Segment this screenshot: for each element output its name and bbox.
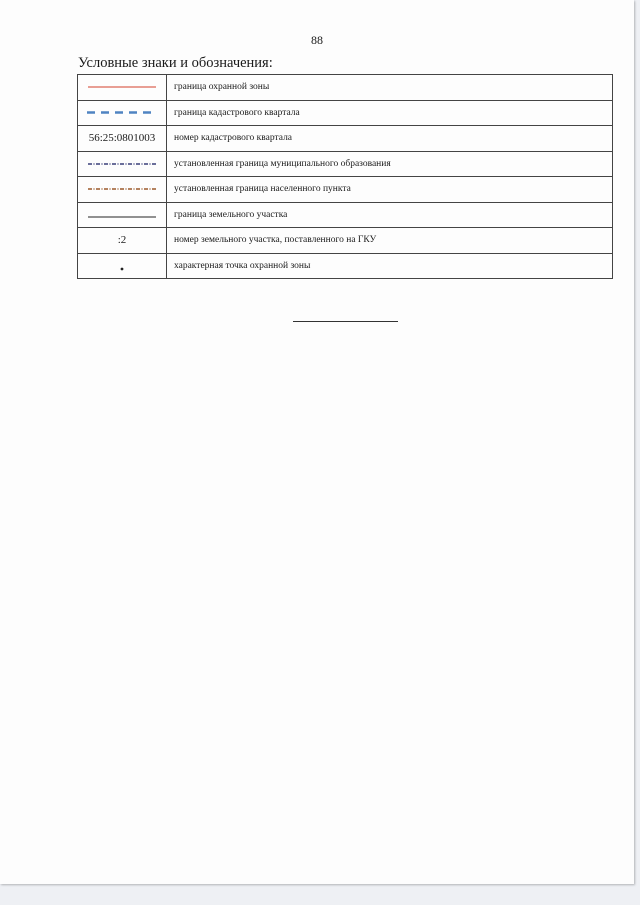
legend-row bbox=[78, 126, 613, 152]
legend-row bbox=[78, 100, 613, 126]
legend-symbol-cell bbox=[78, 202, 167, 228]
legend-description: характерная точка охранной зоны bbox=[167, 253, 613, 279]
legend-symbol-cell bbox=[78, 151, 167, 177]
legend-symbol-cell bbox=[78, 126, 167, 152]
legend-row bbox=[78, 202, 613, 228]
land-plot-number: :2 bbox=[117, 234, 127, 247]
red-solid-line-icon bbox=[88, 85, 156, 89]
legend-row bbox=[78, 151, 613, 177]
legend-description: граница охранной зоны bbox=[167, 75, 613, 101]
legend-description: граница кадастрового квартала bbox=[167, 100, 613, 126]
legend-row bbox=[78, 228, 613, 254]
point-icon bbox=[117, 259, 127, 273]
legend-symbol-cell bbox=[78, 228, 167, 254]
legend-description: номер кадастрового квартала bbox=[167, 126, 613, 152]
legend-title: Условные знаки и обозначения: bbox=[78, 55, 273, 71]
legend-row bbox=[78, 253, 613, 279]
legend-symbol-cell bbox=[78, 177, 167, 203]
black-solid-line-icon bbox=[88, 212, 156, 218]
legend-description: установленная граница населенного пункта bbox=[167, 177, 613, 203]
legend-description: граница земельного участка bbox=[167, 202, 613, 228]
legend-description: установленная граница муниципального образования bbox=[167, 151, 613, 177]
brown-dash-dot-line-icon bbox=[88, 187, 156, 191]
legend-symbol-cell bbox=[78, 100, 167, 126]
blue-dashed-line-icon bbox=[87, 110, 157, 115]
legend-symbol-cell bbox=[78, 253, 167, 279]
page-number: 88 bbox=[311, 33, 323, 47]
legend-row bbox=[78, 177, 613, 203]
dash-dot-line-icon bbox=[88, 162, 156, 166]
legend-row bbox=[78, 75, 613, 101]
cadastral-quarter-number: 56:25:0801003 bbox=[88, 132, 156, 145]
separator-line bbox=[293, 321, 398, 322]
legend-symbol-cell bbox=[78, 75, 167, 101]
legend-description: номер земельного участка, поставленного на ГКУ bbox=[167, 228, 613, 254]
legend-table bbox=[77, 74, 613, 279]
